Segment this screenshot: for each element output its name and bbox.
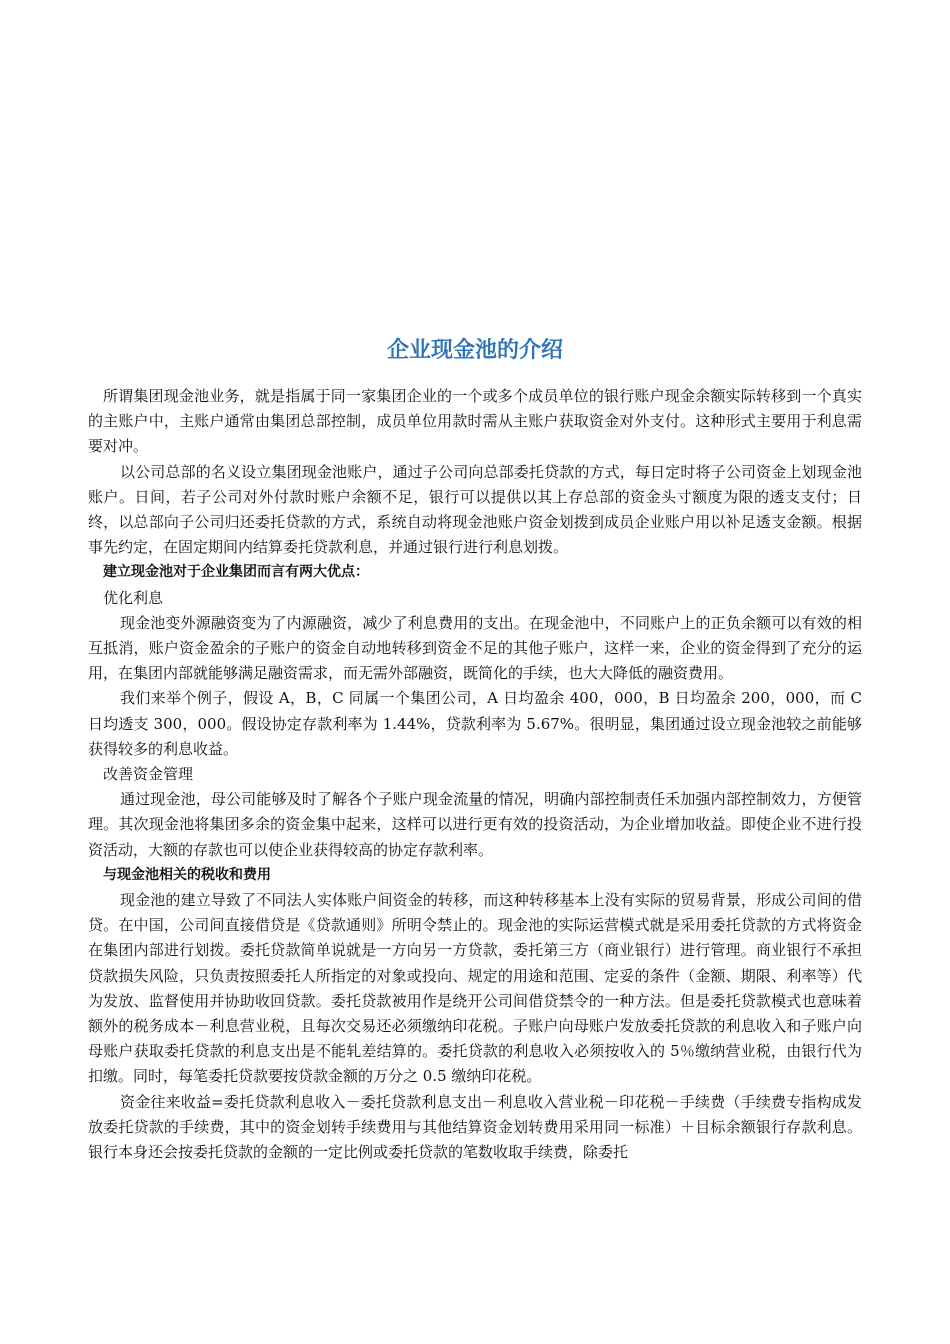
paragraph-example: 我们来举个例子，假设 A，B，C 同属一个集团公司，A 日均盈余 400，000，B 日均盈余 200，000，而 C 日均透支 300，000。假设协定存款利率为 1.44%，贷款利率为 5.67%。很明显，集团通过设立现金池较之前能够获得较多的利息收益。	[88, 689, 862, 758]
paragraph-taxes-fees: 现金池的建立导致了不同法人实体账户间资金的转移，而这种转移基本上没有实际的贸易背景，形成公司间的借贷。在中国，公司间直接借贷是《贷款通则》所明令禁止的。现金池的实际运营模式就是采用委托贷款的方式将资金在集团内部进行划拨。委托贷款简单说就是一方向另一方贷款，委托第三方（商业银行）进行管理。商业银行不承担贷款损失风险，只负责按照委托人所指定的对象或投向、规定的用途和范围、定妥的条件（金额、期限、利率等）代为发放、监督使用并协助收回贷款。委托贷款被用作是绕开公司间借贷禁令的一种方法。但是委托贷款模式也意味着额外的税务成本－利息营业税，且每次交易还必须缴纳印花税。子账户向母账户发放委托贷款的利息收入和子账户向母账户获取委托贷款的利息支出是不能轧差结算的。委托贷款的利息收入必须按收入的 5％缴纳营业税，由银行代为扣缴。同时，每笔委托贷款要按贷款金额的万分之 0.5 缴纳印花税。	[88, 891, 862, 1086]
paragraph-mechanism: 以公司总部的名义设立集团现金池账户，通过子公司向总部委托贷款的方式，每日定时将子公司资金上划现金池账户。日间，若子公司对外付款时账户余额不足，银行可以提供以其上存总部的资金头寸额度为限的透支支付；日终，以总部向子公司归还委托贷款的方式，系统自动将现金池账户资金划拨到成员企业账户用以补足透支金额。根据事先约定，在固定期间内结算委托贷款利息，并通过银行进行利息划拨。	[88, 462, 862, 557]
paragraph-fund-management: 通过现金池，母公司能够及时了解各个子账户现金流量的情况，明确内部控制责任禾加强内部控制效力，方便管理。其次现金池将集团多余的资金集中起来，这样可以进行更有效的投资活动，为企业增加收益。即使企业不进行投资活动，大额的存款也可以使企业获得较高的协定存款利率。	[88, 790, 862, 859]
document-body	[88, 384, 862, 1165]
paragraph-optimize-interest: 现金池变外源融资变为了内源融资，减少了利息费用的支出。在现金池中，不同账户上的正负余额可以有效的相互抵消，账户资金盈余的子账户的资金自动地转移到资金不足的其他子账户，这样一来，企业的资金得到了充分的运用，在集团内部就能够满足融资需求，而无需外部融资，既简化的手续，也大大降低的融资费用。	[88, 613, 862, 683]
heading-taxes-fees: 与现金池相关的税收和费用	[103, 866, 271, 883]
document-title: 企业现金池的介绍	[386, 338, 563, 363]
paragraph-definition: 所谓集团现金池业务，就是指属于同一家集团企业的一个或多个成员单位的银行账户现金余额实际转移到一个真实的主账户中，主账户通常由集团总部控制，成员单位用款时需从主账户获取资金对外支付。这种形式主要用于利息需要对冲。	[88, 387, 862, 456]
paragraph-income-formula: 资金往来收益=委托贷款利息收入－委托贷款利息支出－利息收入营业税－印花税－手续费（手续费专指构成发放委托贷款的手续费，其中的资金划转手续费用与其他结算资金划转费用采用同一标准）＋目标余额银行存款利息。银行本身还会按委托贷款的金额的一定比例或委托贷款的笔数收取手续费，除委托	[88, 1092, 862, 1162]
heading-advantages: 建立现金池对于企业集团而言有两大优点：	[103, 564, 369, 581]
subheading-fund-management: 改善资金管理	[103, 765, 194, 784]
subheading-optimize-interest: 优化利息	[103, 588, 164, 607]
